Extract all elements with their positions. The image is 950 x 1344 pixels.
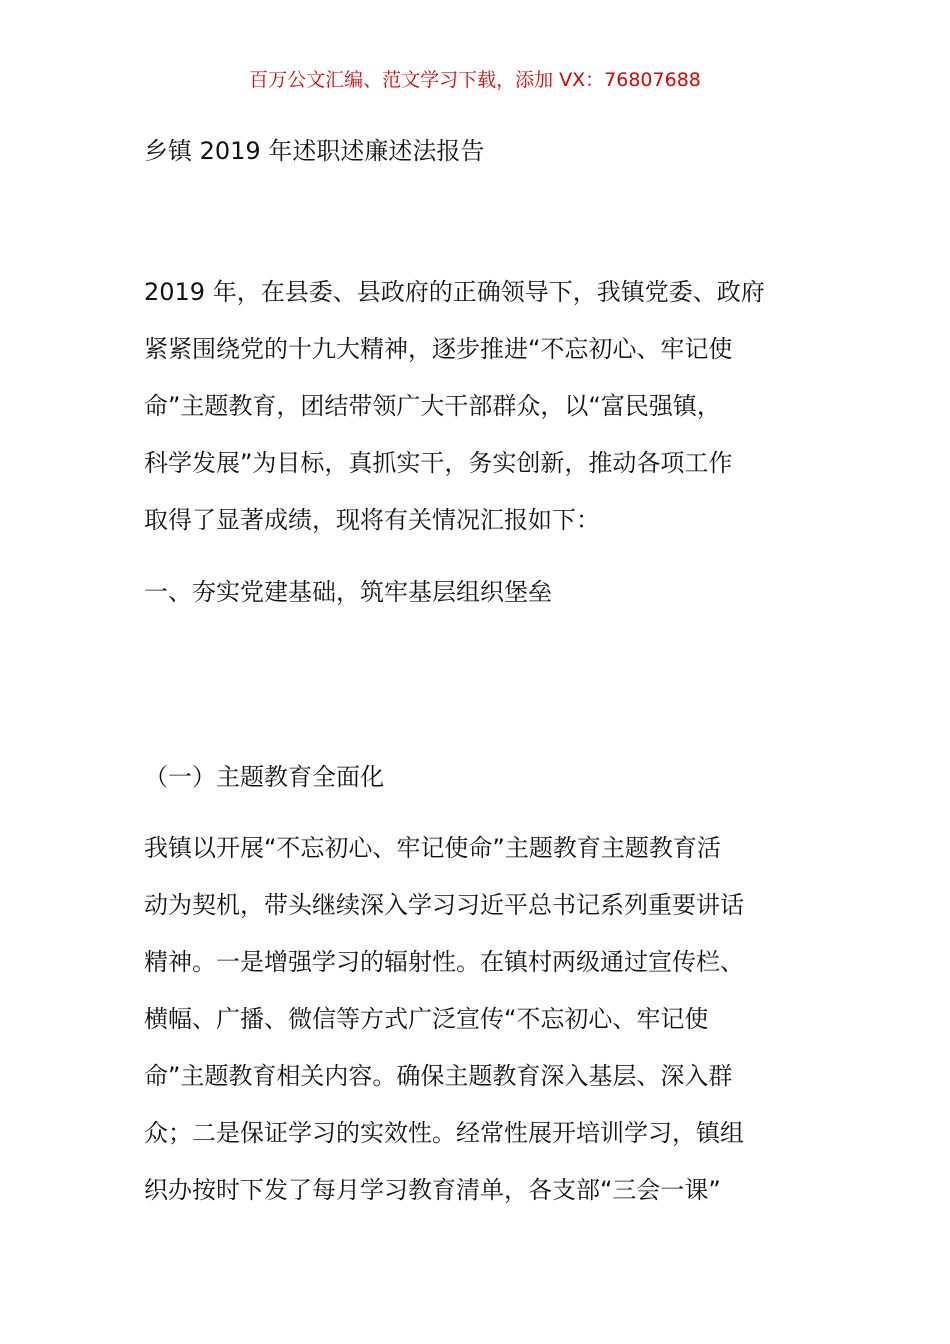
body-line: 精神。一是增强学习的辐射性。在镇村两级通过宣传栏、 (144, 948, 744, 976)
body-line: 动为契机，带头继续深入学习习近平总书记系列重要讲话 (144, 891, 744, 919)
header-watermark-note: 百万公文汇编、范文学习下载，添加 VX：76807688 (249, 69, 701, 91)
body-line: 织办按时下发了每月学习教育清单，各支部“三会一课” (144, 1176, 721, 1204)
body-line: 横幅、广播、微信等方式广泛宣传“不忘初心、牢记使 (144, 1005, 709, 1033)
intro-line: 命”主题教育，团结带领广大干部群众，以“富民强镇， (144, 392, 721, 420)
section-heading-1: 一、夯实党建基础，筑牢基层组织堡垒 (144, 578, 552, 606)
body-line: 命”主题教育相关内容。确保主题教育深入基层、深入群 (144, 1062, 733, 1090)
body-line: 众；二是保证学习的实效性。经常性展开培训学习，镇组 (144, 1119, 744, 1147)
intro-line: 2019 年，在县委、县政府的正确领导下，我镇党委、政府 (144, 278, 765, 306)
intro-line: 紧紧围绕党的十九大精神，逐步推进“不忘初心、牢记使 (144, 335, 733, 363)
intro-paragraph (144, 264, 808, 549)
body-paragraph (144, 820, 808, 1219)
document-title: 乡镇 2019 年述职述廉述法报告 (144, 137, 485, 165)
body-line: 我镇以开展“不忘初心、牢记使命”主题教育主题教育活 (144, 834, 721, 862)
subsection-heading-1: （一）主题教育全面化 (144, 763, 384, 791)
intro-line: 科学发展”为目标，真抓实干，务实创新，推动各项工作 (144, 449, 733, 477)
intro-line: 取得了显著成绩，现将有关情况汇报如下： (144, 506, 600, 534)
